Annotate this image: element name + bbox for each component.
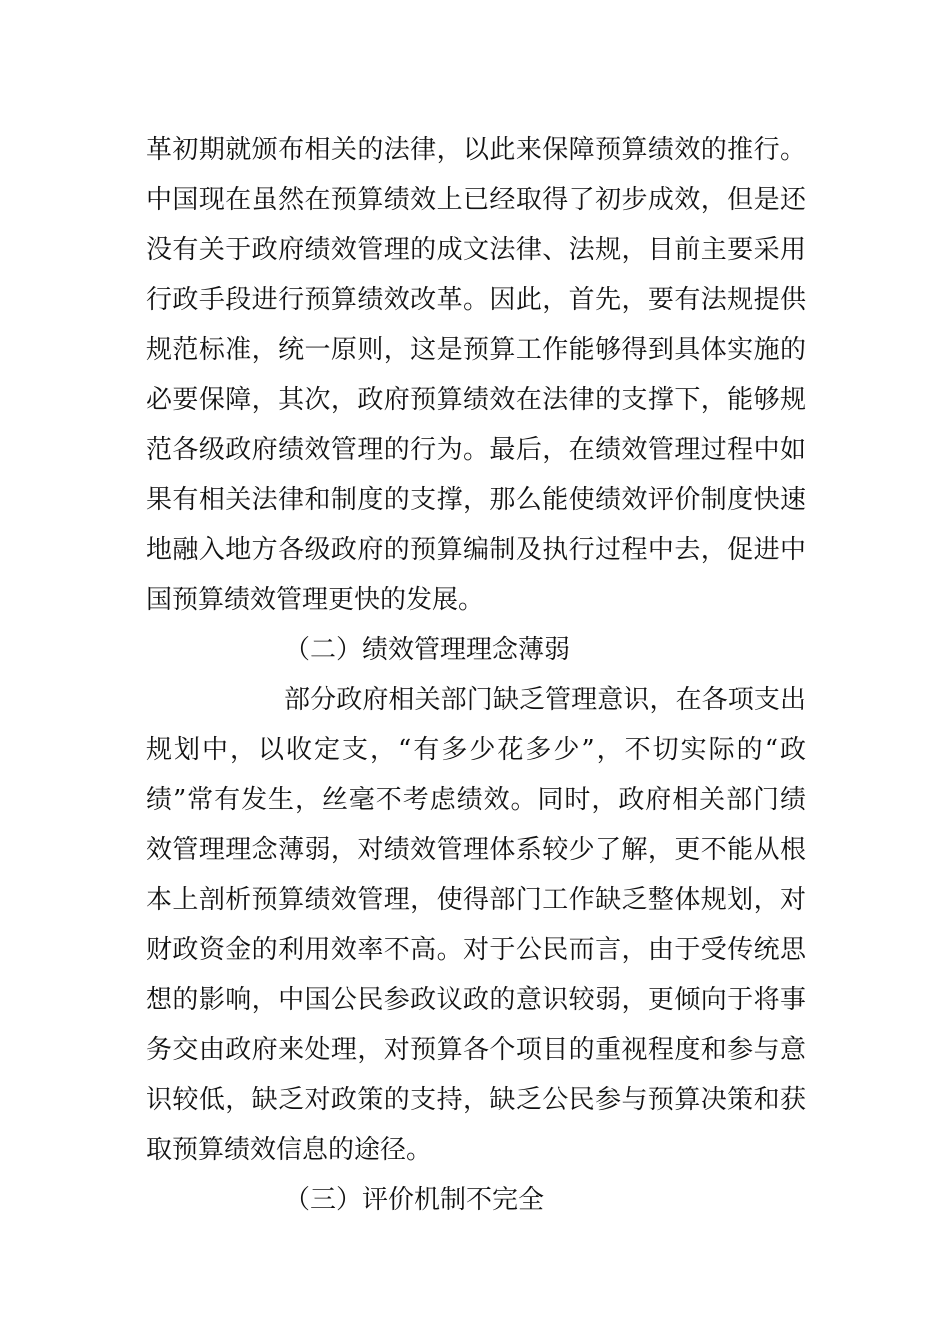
paragraph-2-line-10: 取预算绩效信息的途径。 xyxy=(146,1135,433,1165)
paragraph-2-line-1: 部分政府相关部门缺乏管理意识，在各项支出 xyxy=(284,685,806,715)
paragraph-1-line-2: 中国现在虽然在预算绩效上已经取得了初步成效，但是还 xyxy=(146,185,806,215)
paragraph-1-line-9: 地融入地方各级政府的预算编制及执行过程中去，促进中 xyxy=(146,535,806,565)
paragraph-1-line-10: 国预算绩效管理更快的发展。 xyxy=(146,585,485,615)
paragraph-2-line-9: 识较低，缺乏对政策的支持，缺乏公民参与预算决策和获 xyxy=(146,1085,806,1115)
paragraph-2-line-8: 务交由政府来处理，对预算各个项目的重视程度和参与意 xyxy=(146,1035,806,1065)
paragraph-1-line-7: 范各级政府绩效管理的行为。最后，在绩效管理过程中如 xyxy=(146,435,806,465)
paragraph-1-line-8: 果有相关法律和制度的支撑，那么能使绩效评价制度快速 xyxy=(146,485,806,515)
paragraph-2-line-4: 效管理理念薄弱，对绩效管理体系较少了解，更不能从根 xyxy=(146,835,806,865)
paragraph-2-line-6: 财政资金的利用效率不高。对于公民而言，由于受传统思 xyxy=(146,935,806,965)
paragraph-1-line-6: 必要保障，其次，政府预算绩效在法律的支撑下，能够规 xyxy=(146,385,806,415)
paragraph-1-line-4: 行政手段进行预算绩效改革。因此，首先，要有法规提供 xyxy=(146,285,806,315)
paragraph-1-line-1: 革初期就颁布相关的法律，以此来保障预算绩效的推行。 xyxy=(146,135,806,165)
section-heading-3: （三）评价机制不完全 xyxy=(284,1185,545,1215)
paragraph-2-line-2: 规划中，以收定支，“有多少花多少”，不切实际的“政 xyxy=(146,735,806,765)
paragraph-2-line-3: 绩”常有发生，丝毫不考虑绩效。同时，政府相关部门绩 xyxy=(146,785,806,815)
paragraph-2-line-7: 想的影响，中国公民参政议政的意识较弱，更倾向于将事 xyxy=(146,985,806,1015)
paragraph-2-line-5: 本上剖析预算绩效管理，使得部门工作缺乏整体规划，对 xyxy=(146,885,806,915)
paragraph-1-line-3: 没有关于政府绩效管理的成文法律、法规，目前主要采用 xyxy=(146,235,806,265)
section-heading-2: （二）绩效管理理念薄弱 xyxy=(284,635,571,665)
paragraph-1-line-5: 规范标准，统一原则，这是预算工作能够得到具体实施的 xyxy=(146,335,806,365)
